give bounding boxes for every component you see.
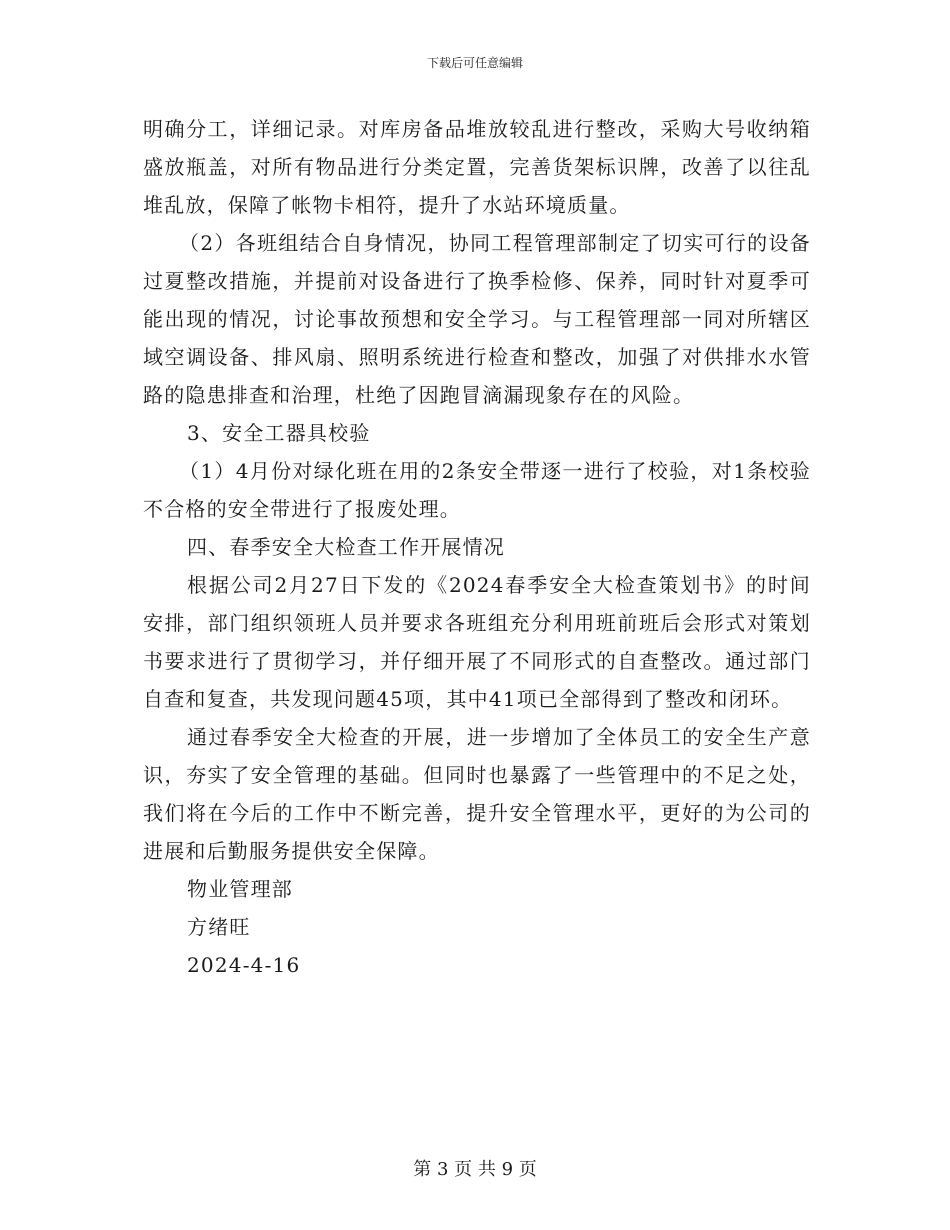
signature-name: 方绪旺 [187, 915, 251, 939]
signature-department: 物业管理部 [187, 877, 293, 901]
signature-date: 2024-4-16 [187, 953, 301, 977]
body-paragraph-item-2: （2）各班组结合自身情况，协同工程管理部制定了切实可行的设备过夏整改措施，并提前对设备进行了换季检修、保养，同时针对夏季可能出现的情况，讨论事故预想和安全学习。与工程管理部一同对所辖区域空调设备、排风扇、照明系统进行检查和整改，加强了对供排水水管路的隐患排查和治理，杜绝了因跑冒滴漏现象存在的风险。 [143, 231, 811, 407]
document-body [143, 110, 811, 984]
body-paragraph-continuation: 明确分工，详细记录。对库房备品堆放较乱进行整改，采购大号收纳箱盛放瓶盖，对所有物品进行分类定置，完善货架标识牌，改善了以往乱堆乱放，保障了帐物卡相符，提升了水站环境质量。 [143, 117, 811, 217]
page-header: 下载后可任意编辑 [426, 56, 523, 70]
section-heading-spring-inspection: 四、春季安全大检查工作开展情况 [187, 535, 505, 559]
section-heading-tool-inspection: 3、安全工器具校验 [187, 421, 371, 445]
page-footer-page-number: 第 3 页 共 9 页 [413, 1159, 537, 1180]
body-paragraph-conclusion: 通过春季安全大检查的开展，进一步增加了全体员工的安全生产意识，夯实了安全管理的基础。但同时也暴露了一些管理中的不足之处，我们将在今后的工作中不断完善，提升安全管理水平，更好的为公司的进展和后勤服务提供安全保障。 [143, 725, 811, 863]
body-paragraph-inspection-plan: 根据公司2月27日下发的《2024春季安全大检查策划书》的时间安排，部门组织领班人员并要求各班组充分利用班前班后会形式对策划书要求进行了贯彻学习，并仔细开展了不同形式的自查整改。通过部门自查和复查，共发现问题45项，其中41项已全部得到了整改和闭环。 [143, 573, 811, 711]
body-paragraph-item-1: （1）4月份对绿化班在用的2条安全带逐一进行了校验，对1条校验不合格的安全带进行了报废处理。 [143, 459, 811, 521]
